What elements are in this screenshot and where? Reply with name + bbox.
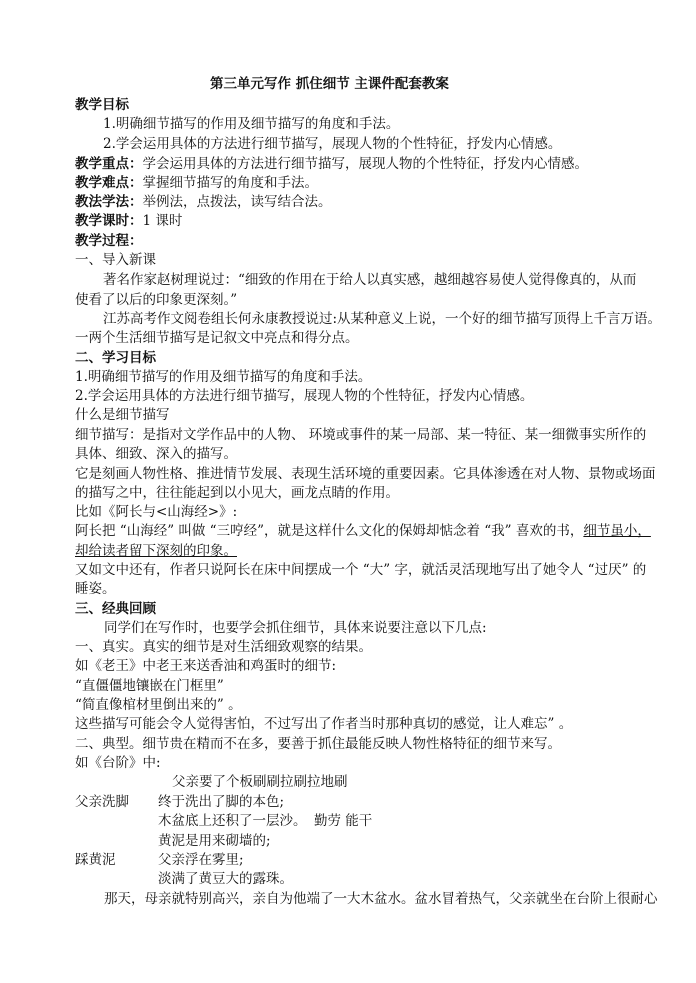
example-line-1-main: 阿长把 “山海经” 叫做 “三哼经”，就是这样什么文化的保姆却惦念着 “我” 喜欢的书， bbox=[75, 523, 584, 539]
example-title: 比如《阿长与<山海经>》: bbox=[75, 504, 238, 520]
section2-question: 什么是细节描写 bbox=[75, 407, 170, 423]
section1-para2-line2: 一两个生活细节描写是记叙文中亮点和得分点。 bbox=[75, 330, 359, 346]
definition-line-1: 细节描写：是指对文学作品中的人物、 环境或事件的某一局部、某一特征、某一细微事实所作的 bbox=[75, 427, 647, 443]
hours-row bbox=[75, 212, 182, 232]
objective-item-2: 2.学会运用具体的方法进行细节描写，展现人物的个性特征，抒发内心情感。 bbox=[103, 136, 562, 152]
section3-intro: 同学们在写作时，也要学会抓住细节，具体来说要注意以下几点: bbox=[104, 620, 487, 636]
key-point-row bbox=[75, 155, 588, 175]
role-line-1: 它是刻画人物性格、推进情节发展、表现生活环境的重要因素。它具体渗透在对人物、景物或场面 bbox=[75, 466, 656, 482]
quote-comment: 这些描写可能会令人觉得害怕，不过写出了作者当时那种真切的感觉，让人难忘” 。 bbox=[75, 716, 573, 732]
difficulty-text: 掌握细节描写的角度和手法。 bbox=[142, 175, 318, 191]
example-line-3: 又如文中还有，作者只说阿长在床中间摆成一个 “大” 字，就活灵活现地写出了她令人 “过厌” 的 bbox=[75, 562, 647, 578]
example-line-1 bbox=[75, 522, 651, 542]
section2-heading: 二、学习目标 bbox=[75, 350, 156, 366]
poem-top-line: 父亲要了个板刷刷拉刷拉地刷 bbox=[172, 774, 348, 790]
section1-para2-line1: 江苏高考作文阅卷组长何永康教授说过:从某种意义上说，一个好的细节描写顶得上千言万语。 bbox=[103, 311, 662, 327]
hours-label: 教学课时： bbox=[75, 213, 143, 229]
section2-goal-2: 2.学会运用具体的方法进行细节描写，展现人物的个性特征，抒发内心情感。 bbox=[75, 388, 534, 404]
methods-label: 教法学法： bbox=[75, 194, 143, 210]
section1-heading: 一、导入新课 bbox=[75, 252, 156, 268]
poem-line-2: 木盆底上还积了一层沙。 bbox=[158, 813, 307, 829]
difficulty-row bbox=[75, 174, 318, 194]
difficulty-label: 教学难点： bbox=[75, 175, 143, 191]
section1-para1-line2: 使看了以后的印象更深刻。” bbox=[75, 292, 238, 308]
point-1-example: 如《老王》中老王来送香油和鸡蛋时的细节: bbox=[75, 658, 337, 674]
document-title: 第三单元写作 抓住细节 主课件配套教案 bbox=[210, 76, 449, 92]
objective-item-1: 1.明确细节描写的作用及细节描写的角度和手法。 bbox=[103, 116, 400, 132]
objectives-heading: 教学目标 bbox=[75, 97, 129, 113]
section1-para1-line1: 著名作家赵树理说过：“细致的作用在于给人以真实感，越细越容易使人觉得像真的，从而 bbox=[103, 272, 637, 288]
quote-1: “直僵僵地镶嵌在门框里” bbox=[75, 678, 224, 694]
section2-goal-1: 1.明确细节描写的作用及细节描写的角度和手法。 bbox=[75, 369, 372, 385]
example-line-4: 睡姿。 bbox=[75, 581, 116, 597]
key-point-text: 学会运用具体的方法进行细节描写，展现人物的个性特征，抒发内心情感。 bbox=[142, 156, 588, 172]
example-line-1-underlined: 细节虽小， bbox=[583, 523, 651, 539]
poem-line-3: 黄泥是用来砌墙的; bbox=[158, 833, 271, 849]
last-paragraph-line: 那天，母亲就特别高兴，亲自为他端了一大木盆水。盆水冒着热气，父亲就坐在台阶上很耐心 bbox=[104, 891, 658, 907]
poem-line-4: 父亲浮在雾里; bbox=[158, 852, 244, 868]
hours-text: 1 课时 bbox=[142, 213, 183, 229]
point-2: 二、典型。细节贵在精而不在多，要善于抓住最能反映人物性格特征的细节来写。 bbox=[75, 736, 561, 752]
example-line-2-underlined: 却给读者留下深刻的印象。 bbox=[75, 543, 237, 559]
definition-line-2: 具体、细致、深入的描写。 bbox=[75, 446, 237, 462]
point-1: 一、真实。真实的细节是对生活细致观察的结果。 bbox=[75, 639, 372, 655]
poem-label-wash-feet: 父亲洗脚 bbox=[75, 794, 129, 810]
quote-2: “简直像棺材里倒出来的” 。 bbox=[75, 697, 242, 713]
poem-line-5: 淡满了黄豆大的露珠。 bbox=[158, 871, 293, 887]
methods-text: 举例法，点拨法，读写结合法。 bbox=[142, 194, 332, 210]
point-2-example: 如《台阶》中: bbox=[75, 755, 161, 771]
section3-heading: 三、经典回顾 bbox=[75, 601, 156, 617]
role-line-2: 的描写之中，往往能起到以小见大，画龙点睛的作用。 bbox=[75, 485, 399, 501]
process-heading: 教学过程： bbox=[75, 233, 143, 249]
poem-line-1: 终于洗出了脚的本色; bbox=[158, 794, 285, 810]
methods-row bbox=[75, 193, 332, 213]
key-point-label: 教学重点： bbox=[75, 156, 143, 172]
poem-traits: 勤劳 能干 bbox=[314, 813, 373, 829]
poem-label-tread-mud: 踩黄泥 bbox=[75, 852, 116, 868]
